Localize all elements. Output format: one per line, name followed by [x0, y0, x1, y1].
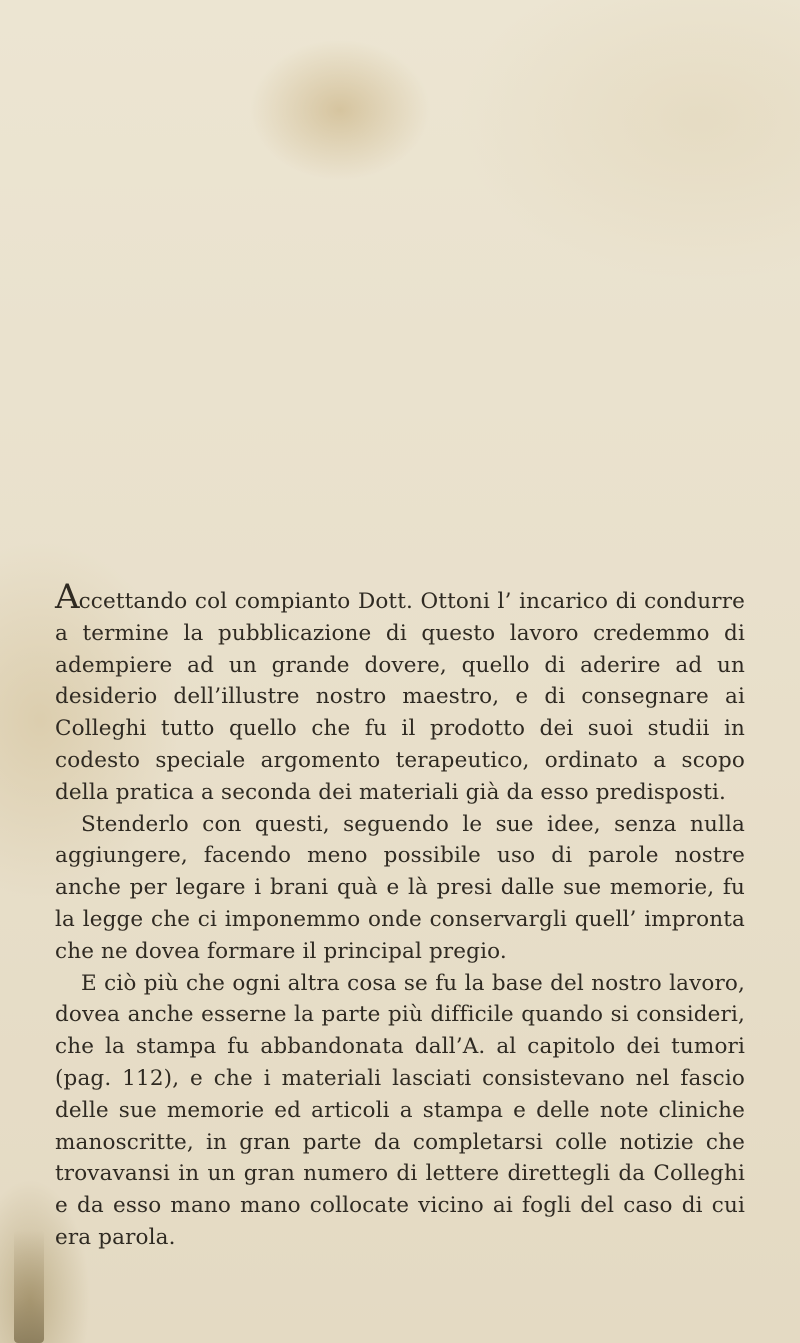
page-stain [14, 1230, 44, 1343]
paragraph-3: E ciò più che ogni altra cosa se fu la base del nostro lavoro, dovea anche esserne la parte più difficile quando si consideri, che la stampa fu abbandonata dall’A. al capitolo dei tumori (pag. 112), e che i materiali lasciati consistevano nel fascio delle sue memorie ed articoli a stampa e delle note cliniche manoscritte, in gran parte da completarsi colle notizie che trovavansi in un gran numero di lettere direttegli da Colleghi e da esso mano mano collocate vicino ai fogli del caso di cui era parola. [55, 970, 745, 1250]
paragraph-1 [55, 577, 745, 809]
paragraph-2: Stenderlo con questi, seguendo le sue idee, senza nulla aggiungere, facendo meno possibile uso di parole nostre anche per legare i brani quà e là presi dalle sue memorie, fu la legge che ci imponemmo onde conservargli quell’ impronta che ne dovea formare il principal pregio. [55, 811, 745, 964]
body-text [55, 577, 745, 1254]
paragraph-1-text: ccettando col compianto Dott. Ottoni l’ incarico di condurre a termine la pubblicazione di questo lavoro credemmo di adempiere ad un grande dovere, quello di aderire ad un desiderio dell’illustre nostro maestro, e di consegnare ai Colleghi tutto quello che fu il prodotto dei suoi studii in codesto speciale argomento terapeutico, ordinato a scopo della pratica a seconda dei materiali già da esso predisposti. [55, 589, 745, 805]
drop-cap: A [55, 577, 79, 617]
